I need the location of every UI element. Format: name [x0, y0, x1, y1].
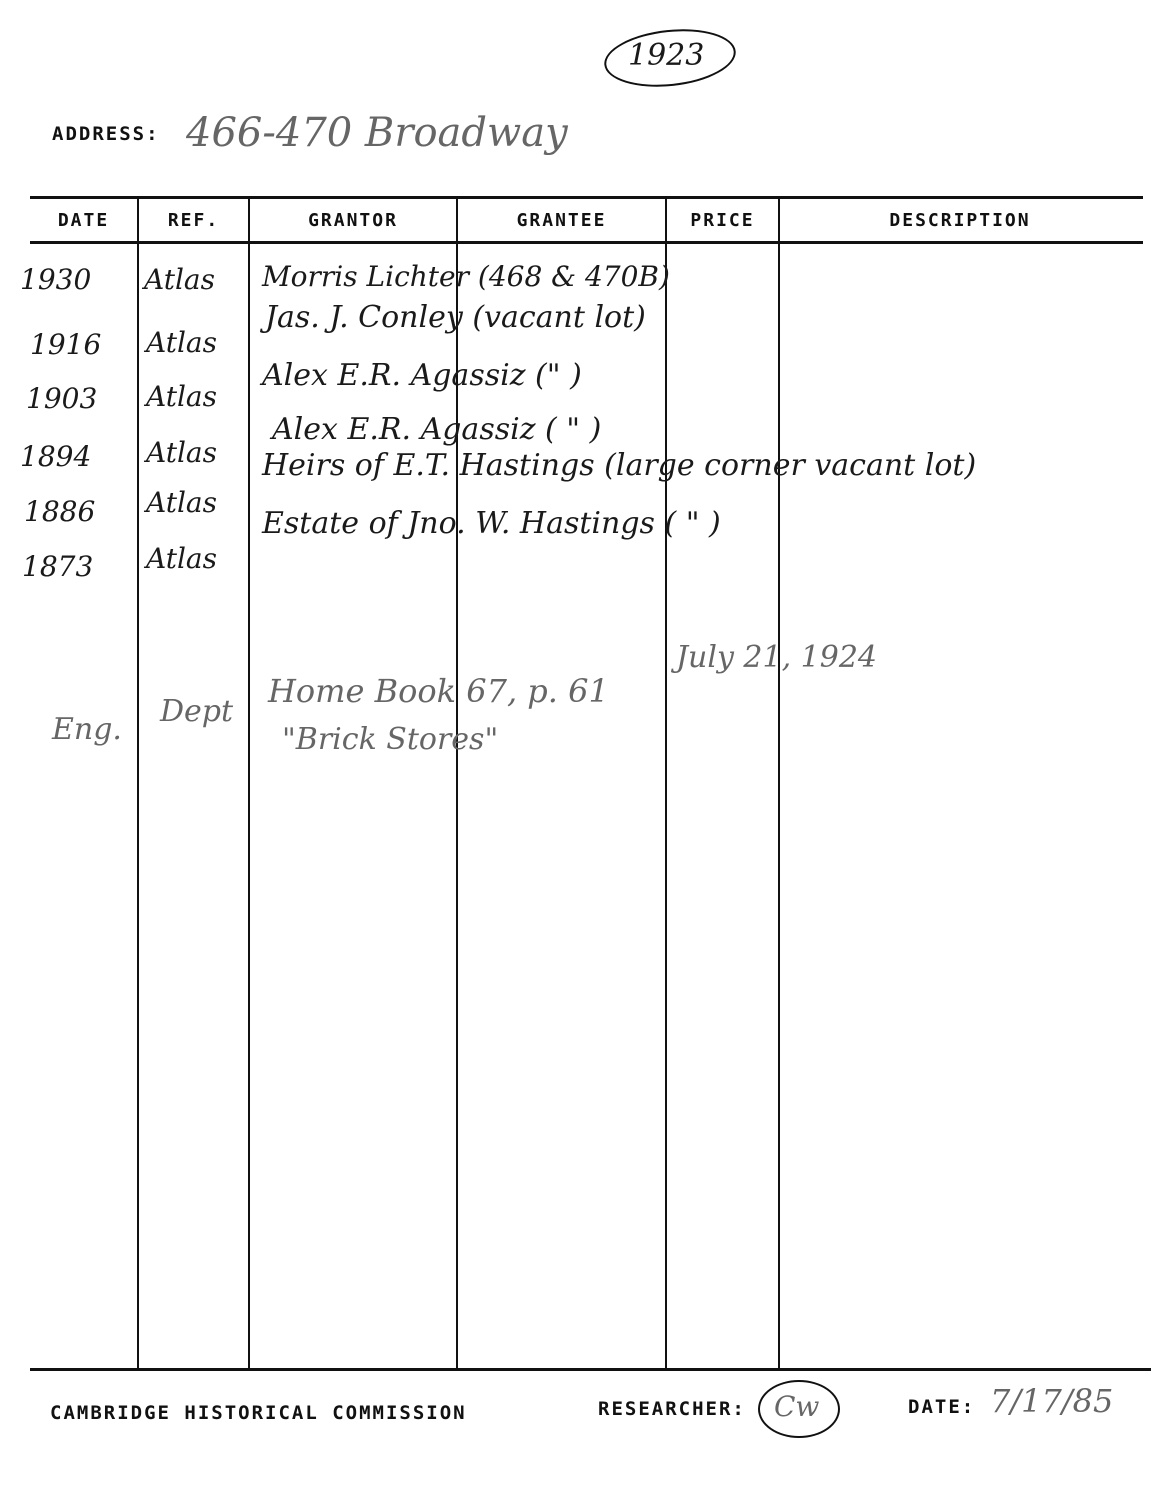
header-grantee: GRANTEE — [516, 209, 607, 231]
eng-row-price: July 21, 1924 — [676, 640, 878, 675]
row-4-date: 1894 — [20, 440, 92, 473]
eng-row-ref: Dept — [160, 694, 234, 729]
col-divider-4 — [665, 196, 667, 1370]
header-price: PRICE — [690, 209, 755, 231]
row-3-ref: Atlas — [146, 380, 217, 413]
row-6-date: 1873 — [22, 550, 94, 583]
table-bottom-rule — [30, 1368, 1151, 1371]
row-6-ref: Atlas — [146, 542, 217, 575]
eng-row-date: Eng. — [52, 712, 122, 747]
row-3-entry: Alex E.R. Agassiz (" ) — [262, 358, 582, 393]
row-4-entry: Alex E.R. Agassiz ( " ) — [272, 412, 602, 447]
footer-researcher-value: Cw — [774, 1390, 820, 1423]
col-divider-5 — [778, 196, 780, 1370]
header-date: DATE — [57, 209, 110, 231]
address-label: ADDRESS: — [52, 123, 160, 145]
header-description: DESCRIPTION — [889, 209, 1031, 231]
row-1-ref: Atlas — [144, 263, 215, 296]
row-1-entry: Morris Lichter (468 & 470B) — [262, 260, 670, 293]
row-2-entry: Jas. J. Conley (vacant lot) — [265, 300, 646, 335]
row-5-ref: Atlas — [146, 486, 217, 519]
address-value: 466-470 Broadway — [186, 110, 568, 156]
header-bottom-rule — [30, 241, 1143, 244]
row-5-date: 1886 — [24, 495, 96, 528]
row-2-ref: Atlas — [146, 326, 217, 359]
col-divider-2 — [248, 196, 250, 1370]
footer-date-value: 7/17/85 — [990, 1382, 1114, 1420]
row-5-entry: Heirs of E.T. Hastings (large corner vacant lot) — [262, 448, 977, 483]
row-1-date: 1930 — [20, 263, 92, 296]
header-ref: REF. — [167, 209, 220, 231]
footer-researcher-label: RESEARCHER: — [598, 1398, 746, 1420]
row-6-entry: Estate of Jno. W. Hastings ( " ) — [262, 506, 721, 541]
footer-date-label: DATE: — [908, 1396, 976, 1418]
footer-org: CAMBRIDGE HISTORICAL COMMISSION — [50, 1402, 467, 1424]
row-2-date: 1916 — [30, 328, 102, 361]
col-divider-1 — [137, 196, 139, 1370]
header-grantor: GRANTOR — [308, 209, 398, 231]
year-circled: 1923 — [628, 38, 705, 73]
table-top-rule — [30, 196, 1143, 199]
eng-row-grantor: Home Book 67, p. 61 — [268, 672, 609, 710]
row-4-ref: Atlas — [146, 436, 217, 469]
eng-row-grantor-note: "Brick Stores" — [282, 722, 499, 757]
row-3-date: 1903 — [26, 382, 98, 415]
